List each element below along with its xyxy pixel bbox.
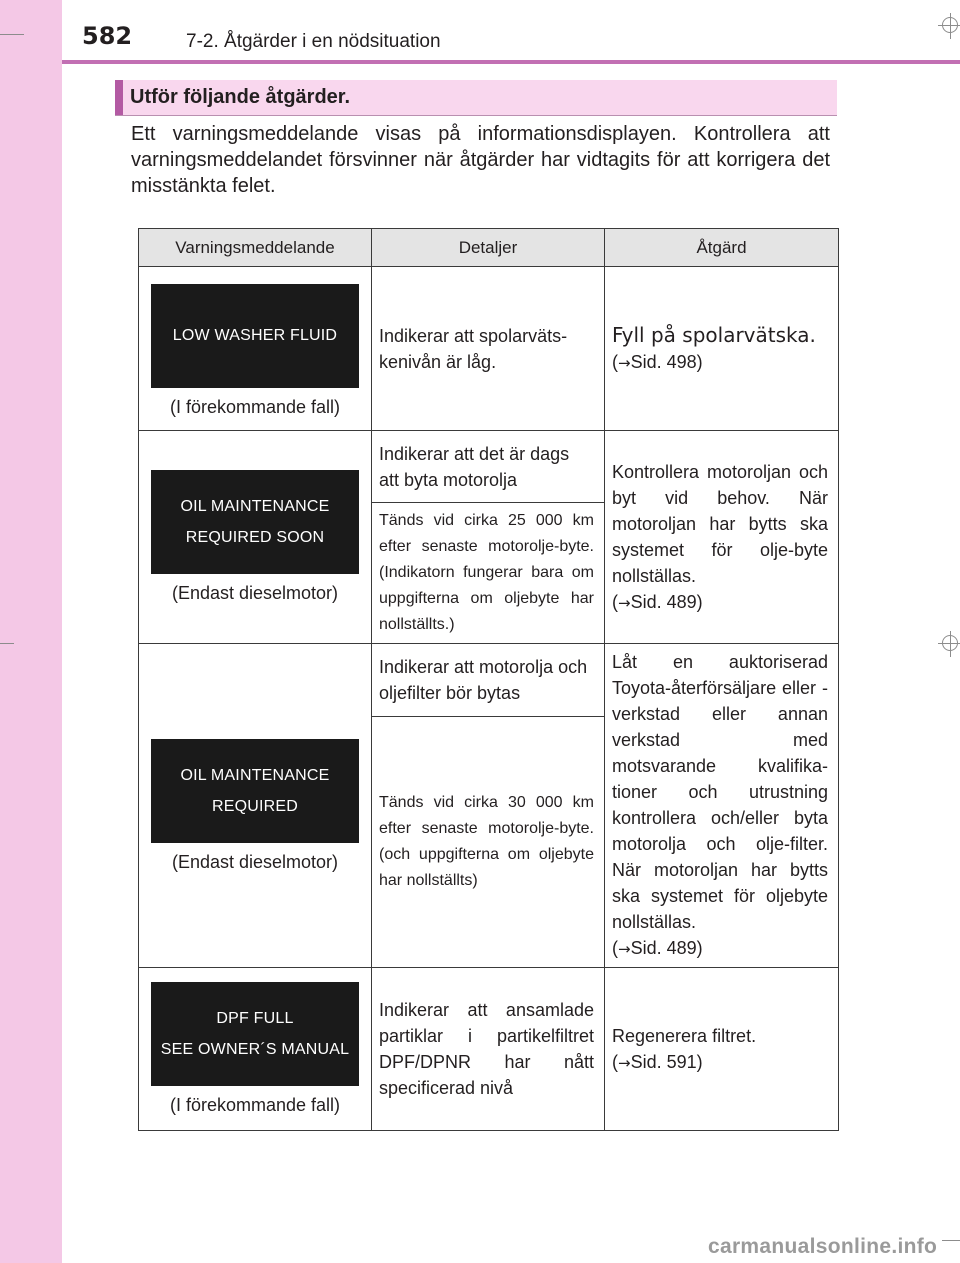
warning-message-cell bbox=[139, 644, 372, 968]
display-screen-image bbox=[151, 982, 359, 1086]
screen-text: REQUIRED SOON bbox=[185, 529, 325, 546]
intro-paragraph: Ett varningsmeddelande visas på informationsdisplayen. Kontrollera att varningsmeddelandet försvinner när åtgärder har vidtagits för att korrigera det misstänkta felet. bbox=[131, 123, 830, 197]
action-cell bbox=[605, 644, 839, 968]
screen-text: OIL MAINTENANCE bbox=[180, 766, 330, 784]
crop-mark bbox=[942, 1240, 960, 1241]
table-row bbox=[139, 431, 839, 503]
condition-caption: (I förekommande fall) bbox=[169, 396, 341, 417]
warning-message-cell bbox=[139, 267, 372, 431]
page-reference: (→Sid. 498) bbox=[612, 352, 703, 372]
warning-message-cell bbox=[139, 968, 372, 1131]
condition-caption: (Endast dieselmotor) bbox=[171, 583, 339, 603]
display-screen-image bbox=[151, 284, 359, 388]
action-text: Låt en auktoriserad Toyota-återförsäljare eller -verkstad eller annan verkstad med motsvarande kvalifika-tioner och utrustning kontrollera och/eller byta motorolja och olje-filter. När motoroljan har bytts ska systemet för oljebyte nollställas. bbox=[612, 652, 828, 932]
section-title: Utför följande åtgärder. bbox=[130, 86, 351, 108]
table-header-row bbox=[139, 229, 839, 267]
header-rule bbox=[62, 60, 960, 64]
table-row bbox=[139, 968, 839, 1131]
condition-caption: (I förekommande fall) bbox=[169, 1095, 341, 1115]
action-text: Kontrollera motoroljan och byt vid behov. När motoroljan har bytts ska systemet för olje-byte nollställas. bbox=[612, 461, 828, 586]
watermark: carmanualsonline.info bbox=[708, 1235, 938, 1258]
arrow-icon: → bbox=[618, 593, 631, 612]
warning-table bbox=[138, 228, 839, 1131]
condition-caption: (Endast dieselmotor) bbox=[171, 851, 339, 872]
screen-text: OIL MAINTENANCE bbox=[180, 498, 330, 515]
action-cell bbox=[605, 267, 839, 431]
registration-mark-icon bbox=[938, 13, 960, 39]
action-text: Regenerera filtret. bbox=[612, 1025, 757, 1046]
details-cell: Tänds vid cirka 30 000 km efter senaste motorolje-byte. (och uppgifterna om oljebyte har nollställts) bbox=[372, 717, 605, 968]
screen-text: SEE OWNER´S MANUAL bbox=[160, 1041, 350, 1058]
action-cell bbox=[605, 968, 839, 1131]
left-margin-bar bbox=[0, 0, 62, 1263]
display-screen-image bbox=[151, 470, 359, 574]
page-reference: (→Sid. 489) bbox=[612, 938, 703, 958]
action-text: Fyll på spolarvätska. bbox=[612, 323, 816, 347]
crop-mark bbox=[0, 643, 14, 644]
crop-mark bbox=[0, 34, 24, 35]
registration-mark-icon bbox=[938, 631, 960, 657]
table-row bbox=[139, 267, 839, 431]
warning-message-cell bbox=[139, 431, 372, 644]
arrow-icon: → bbox=[618, 940, 631, 958]
page-number: 582 bbox=[82, 22, 133, 50]
table-row bbox=[139, 644, 839, 717]
screen-text: LOW WASHER FLUID bbox=[172, 327, 338, 344]
page-reference: (→Sid. 591) bbox=[612, 1051, 703, 1072]
details-cell: Indikerar att ansamlade partiklar i partikelfiltret DPF/DPNR har nått specificerad nivå bbox=[372, 968, 605, 1131]
details-cell: Indikerar att det är dags att byta motorolja bbox=[372, 431, 605, 503]
column-header: Detaljer bbox=[372, 229, 605, 267]
details-cell: Tänds vid cirka 25 000 km efter senaste motorolje-byte. (Indikatorn fungerar bara om uppgifterna om oljebyte har nollställts.) bbox=[372, 503, 605, 644]
details-cell: Indikerar att motorolja och oljefilter bör bytas bbox=[372, 644, 605, 717]
column-header: Varningsmeddelande bbox=[139, 229, 372, 267]
page-reference: (→Sid. 489) bbox=[612, 591, 703, 612]
screen-text: DPF FULL bbox=[216, 1010, 294, 1027]
arrow-icon: → bbox=[618, 354, 631, 372]
chapter-title: 7-2. Åtgärder i en nödsituation bbox=[186, 31, 441, 52]
column-header: Åtgärd bbox=[605, 229, 839, 267]
details-cell: Indikerar att spolarväts-kenivån är låg. bbox=[372, 267, 605, 431]
action-cell bbox=[605, 431, 839, 644]
screen-text: REQUIRED bbox=[211, 797, 299, 815]
display-screen-image bbox=[151, 739, 359, 843]
arrow-icon: → bbox=[618, 1053, 631, 1072]
